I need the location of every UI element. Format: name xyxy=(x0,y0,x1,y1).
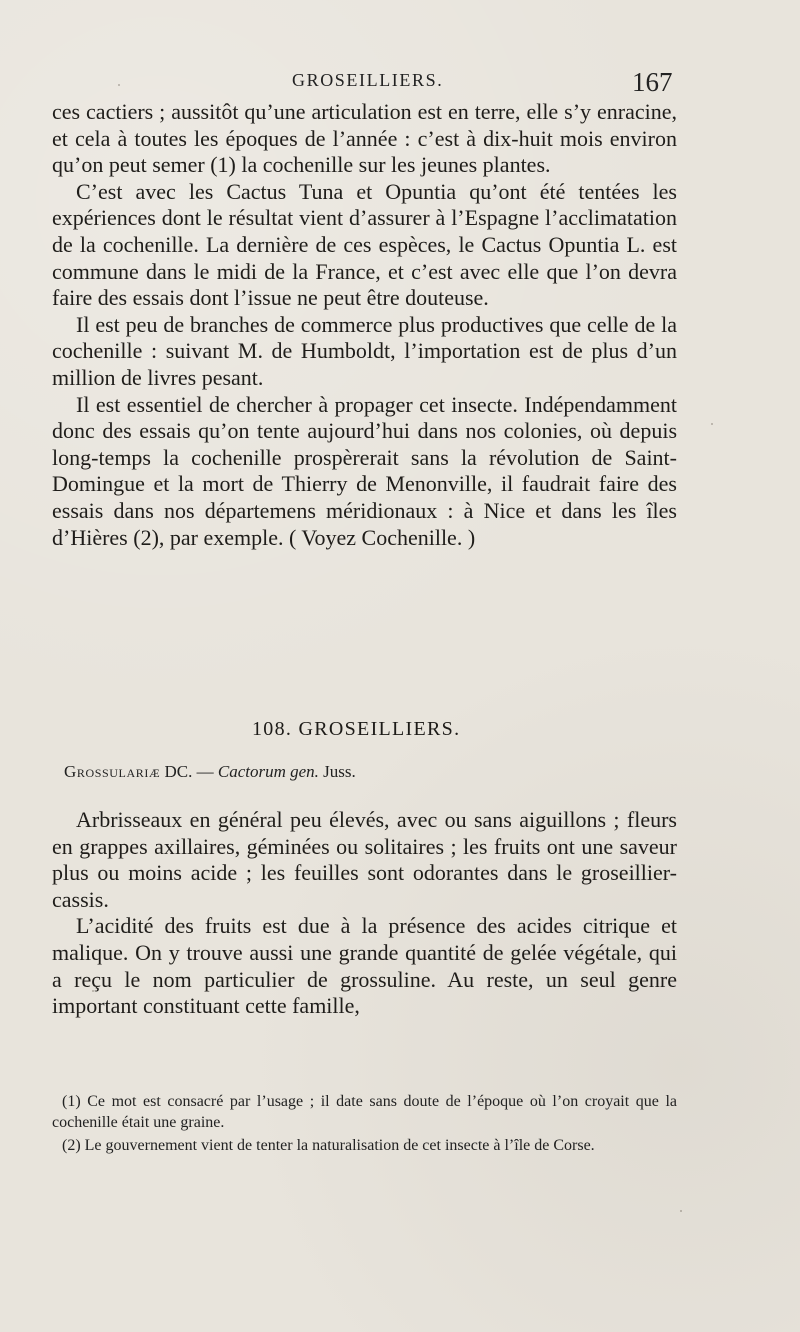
section-text xyxy=(52,807,677,1020)
paragraph-1 xyxy=(52,99,677,179)
paragraph-4 xyxy=(52,392,677,552)
taxonomy-author: DC. — xyxy=(164,762,214,781)
section-paragraph-1 xyxy=(52,807,677,913)
paper-speck xyxy=(118,84,120,86)
running-head: GROSEILLIERS. xyxy=(292,70,444,90)
page-number: 167 xyxy=(632,67,673,97)
paragraph-3 xyxy=(52,312,677,392)
taxonomy-italic: Cactorum gen. xyxy=(217,762,319,781)
taxonomy-tail: Juss. xyxy=(323,762,356,781)
taxonomy-family: Grossulariæ xyxy=(64,762,161,781)
paragraph-4-text: Il est essentiel de chercher à propager cet insecte. Indépendamment donc des essais qu’on tente aujourd’hui dans nos colonies, où depuis long-temps la cochenille prospèrerait sans la révolution de Saint-Domingue et la mort de Thierry de Menonville, il faudrait faire des essais dans nos départemens méridionaux : à Nice et dans les îles d’Hières (2), par exemple. ( Voyez Cochenille. ) xyxy=(52,391,677,550)
main-text xyxy=(52,99,677,551)
section-paragraph-1-text: Arbrisseaux en général peu élevés, avec ou sans aiguillons ; fleurs en grappes axillaires, géminées ou solitaires ; les fruits ont une saveur plus ou moins acide ; les feuilles sont odorantes dans le groseillier-cassis. xyxy=(52,807,677,912)
paragraph-3-text: Il est peu de branches de commerce plus productives que celle de la cochenille : suivant M. de Humboldt, l’importation est de plus d’un million de livres pesant. xyxy=(52,311,677,390)
footnotes xyxy=(52,1091,677,1158)
paper-speck xyxy=(680,1210,682,1212)
footnote-1: (1) Ce mot est consacré par l’usage ; il date sans doute de l’époque où l’on croyait que la cochenille était une graine. xyxy=(52,1093,677,1131)
paper-speck xyxy=(711,423,713,425)
taxonomy-line xyxy=(64,762,356,782)
paragraph-2 xyxy=(52,179,677,312)
paragraph-2-text: C’est avec les Cactus Tuna et Opuntia qu’ont été tentées les expériences dont le résultat vient d’assurer à l’Espagne l’acclimatation de la cochenille. La dernière de ces espèces, le Cactus Opuntia L. est commune dans le midi de la France, et c’est avec elle que l’on devra faire des essais dont l’issue ne peut être douteuse. xyxy=(52,178,677,311)
paper-speck xyxy=(92,990,94,992)
section-paragraph-2-text: L’acidité des fruits est due à la présence des acides citrique et malique. On y trouve aussi une grande quantité de gelée végétale, qui a reçu le nom particulier de grossuline. Au reste, un seul genre important constituant cette famille, xyxy=(52,913,677,1019)
paragraph-1-text: ces cactiers ; aussitôt qu’une articulation est en terre, elle s’y enracine, et cela à toutes les époques de l’année : c’est à dix-huit mois environ qu’on peut semer (1) la cochenille sur les jeunes plantes. xyxy=(52,99,677,178)
section-paragraph-2 xyxy=(52,913,677,1019)
section-title: 108. GROSEILLIERS. xyxy=(252,718,461,740)
footnote-2: (2) Le gouvernement vient de tenter la naturalisation de cet insecte à l’île de Corse. xyxy=(62,1137,595,1154)
